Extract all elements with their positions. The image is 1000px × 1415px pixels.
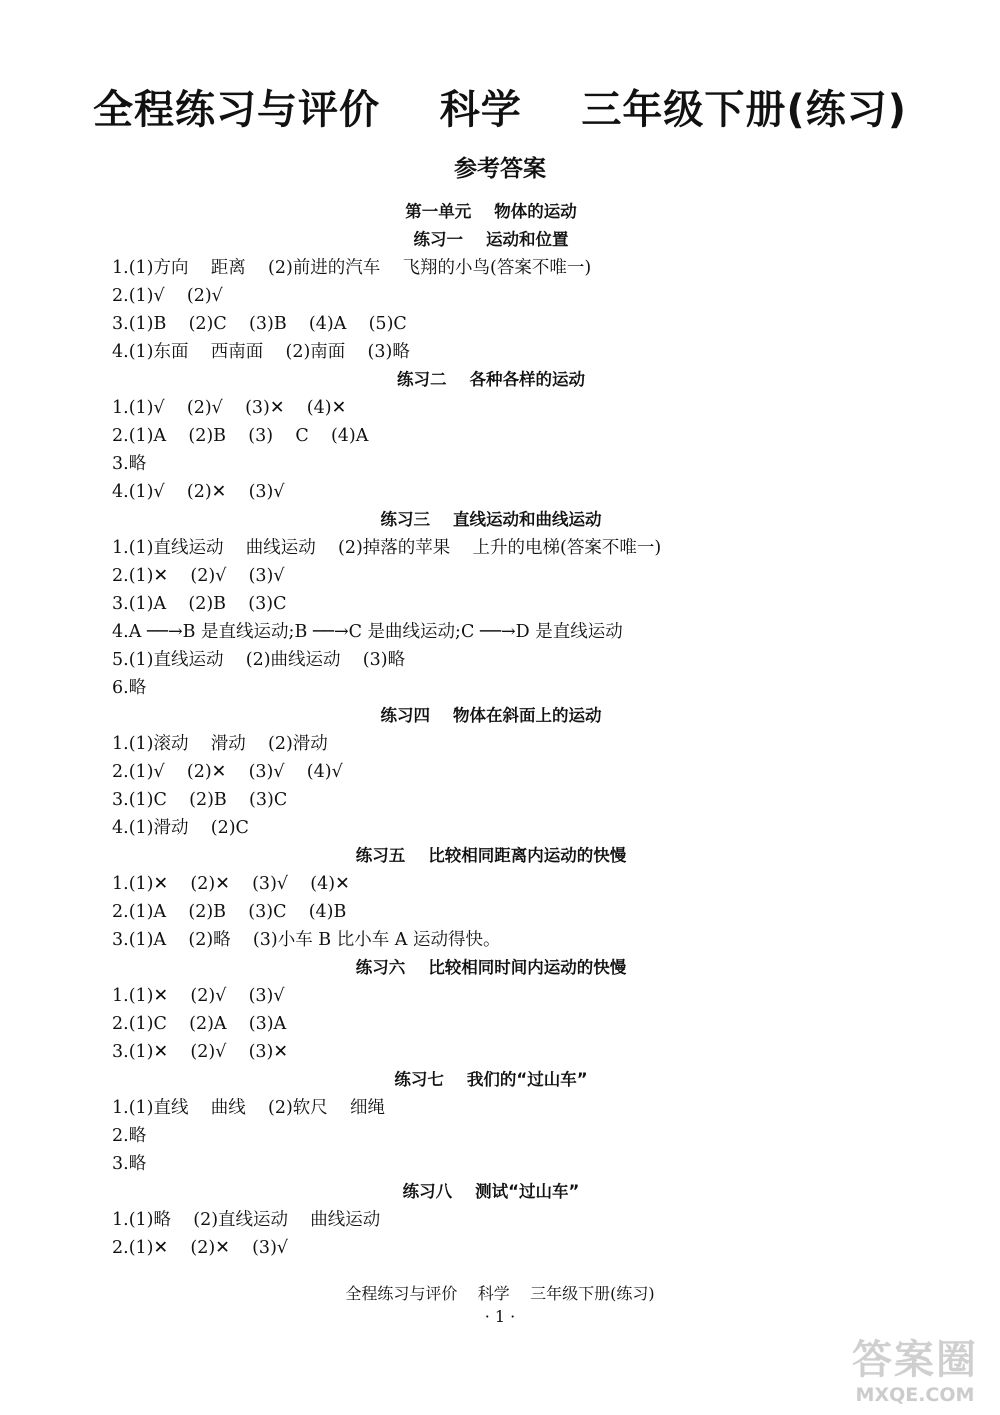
answer-line: 1.(1)滚动 滑动 (2)滑动 xyxy=(112,734,328,754)
answer-line: 2.(1)✕ (2)✕ (3)√ xyxy=(112,1238,289,1258)
answer-line: 1.(1)直线 曲线 (2)软尺 细绳 xyxy=(112,1098,386,1118)
answer-line: 3.(1)B (2)C (3)B (4)A (5)C xyxy=(112,314,407,334)
answer-line: 4.(1)滑动 (2)C xyxy=(112,818,249,838)
watermark-logo: 答案圈 xyxy=(852,1337,978,1383)
answer-line: 2.(1)C (2)A (3)A xyxy=(112,1014,287,1034)
section-heading: 练习七 我们的“过山车” xyxy=(394,1070,588,1089)
answer-line: 1.(1)✕ (2)√ (3)√ xyxy=(112,986,285,1006)
answer-line: 2.(1)A (2)B (3) C (4)A xyxy=(112,426,369,446)
answer-list xyxy=(112,198,892,1262)
answer-line: 2.略 xyxy=(112,1126,147,1146)
answer-line: 2.(1)√ (2)✕ (3)√ (4)√ xyxy=(112,762,343,782)
section-heading: 第一单元 物体的运动 xyxy=(405,202,577,221)
page-subtitle: 参考答案 xyxy=(454,156,546,182)
answer-line: 3.(1)A (2)略 (3)小车 B 比小车 A 运动得快。 xyxy=(112,930,501,950)
section-heading: 练习二 各种各样的运动 xyxy=(397,370,585,389)
answer-line: 5.(1)直线运动 (2)曲线运动 (3)略 xyxy=(112,650,406,670)
answer-line: 2.(1)A (2)B (3)C (4)B xyxy=(112,902,347,922)
answer-line: 2.(1)✕ (2)√ (3)√ xyxy=(112,566,285,586)
answer-line: 1.(1)✕ (2)✕ (3)√ (4)✕ xyxy=(112,874,350,894)
answer-line: 3.(1)A (2)B (3)C xyxy=(112,594,287,614)
answer-line: 1.(1)√ (2)√ (3)✕ (4)✕ xyxy=(112,398,347,418)
section-heading: 练习五 比较相同距离内运动的快慢 xyxy=(355,846,627,865)
answer-line: 1.(1)方向 距离 (2)前进的汽车 飞翔的小鸟(答案不唯一) xyxy=(112,258,592,278)
section-heading: 练习一 运动和位置 xyxy=(413,230,569,249)
answer-line: 1.(1)略 (2)直线运动 曲线运动 xyxy=(112,1210,381,1230)
answer-line: 3.略 xyxy=(112,1154,147,1174)
page-number: · 1 · xyxy=(484,1307,516,1326)
footer-title: 全程练习与评价 科学 三年级下册(练习) xyxy=(345,1284,655,1303)
answer-line: 4.A ──→B 是直线运动;B ──→C 是曲线运动;C ──→D 是直线运动 xyxy=(112,622,623,642)
watermark-site: MXQE.COM xyxy=(855,1384,975,1406)
section-heading: 练习三 直线运动和曲线运动 xyxy=(380,510,602,529)
page-title: 全程练习与评价 科学 三年级下册(练习) xyxy=(93,87,907,133)
answer-line: 1.(1)直线运动 曲线运动 (2)掉落的苹果 上升的电梯(答案不唯一) xyxy=(112,538,662,558)
section-heading: 练习六 比较相同时间内运动的快慢 xyxy=(355,958,627,977)
watermark xyxy=(835,1336,995,1408)
section-heading: 练习八 测试“过山车” xyxy=(402,1182,580,1201)
answer-line: 6.略 xyxy=(112,678,147,698)
answer-line: 2.(1)√ (2)√ xyxy=(112,286,223,306)
answer-line: 3.(1)✕ (2)√ (3)✕ xyxy=(112,1042,289,1062)
section-heading: 练习四 物体在斜面上的运动 xyxy=(380,706,602,725)
answer-line: 3.(1)C (2)B (3)C xyxy=(112,790,288,810)
answer-line: 3.略 xyxy=(112,454,147,474)
answer-line: 4.(1)东面 西南面 (2)南面 (3)略 xyxy=(112,342,410,362)
answer-line: 4.(1)√ (2)✕ (3)√ xyxy=(112,482,285,502)
